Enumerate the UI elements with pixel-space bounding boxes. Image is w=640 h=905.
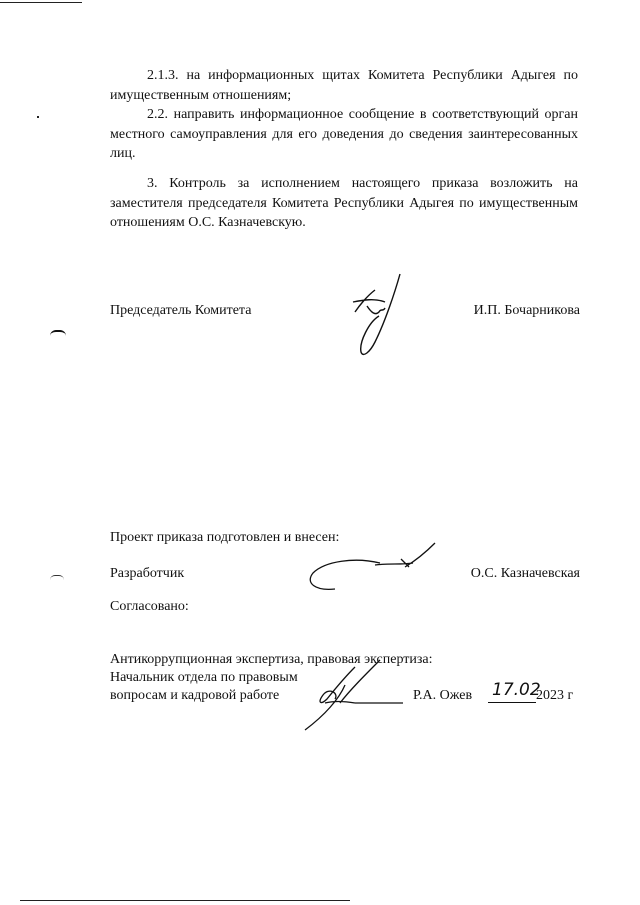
paragraph-2-1-3: 2.1.3. на информационных щитах Комитета Республики Адыгея по имущественным отношениям; <box>110 68 578 103</box>
developer-signature <box>305 543 440 603</box>
scan-edge-bottom <box>20 900 350 901</box>
chair-signature <box>345 272 415 367</box>
scan-edge-top <box>0 2 82 3</box>
approval-year: 2023 г <box>536 688 574 703</box>
paragraph-2-2: 2.2. направить информационное сообщение в соответствующий орган местного самоуправления для его доведения до сведения заинтересованных лиц. <box>110 107 578 161</box>
approval-heading: Антикоррупционная экспертиза, правовая экспертиза: <box>110 652 433 667</box>
agreed-label: Согласовано: <box>110 599 189 614</box>
agreed-row <box>110 597 580 617</box>
developer-role: Разработчик <box>110 566 185 581</box>
chair-name: И.П. Бочарникова <box>473 303 580 318</box>
scan-mark-2 <box>50 575 64 580</box>
paragraph-3: 3. Контроль за исполнением настоящего приказа возложить на заместителя председателя Комитета Республики Адыгея по имущественным отношениям О.С. Казначевскую. <box>110 176 578 230</box>
approver-name: Р.А. Ожев <box>413 688 473 703</box>
scan-dot-1 <box>37 116 39 118</box>
approval-line1: Начальник отдела по правовым <box>110 670 298 685</box>
date-handwritten: 17.02 <box>492 680 541 700</box>
date-underline <box>488 702 536 703</box>
approver-signature <box>295 655 405 740</box>
approval-line2: вопросам и кадровой работе <box>110 688 280 703</box>
developer-name: О.С. Казначевская <box>470 566 580 581</box>
prepared-heading: Проект приказа подготовлен и внесен: <box>110 530 340 545</box>
chair-title: Председатель Комитета <box>110 303 252 318</box>
scan-mark-1 <box>50 330 66 336</box>
